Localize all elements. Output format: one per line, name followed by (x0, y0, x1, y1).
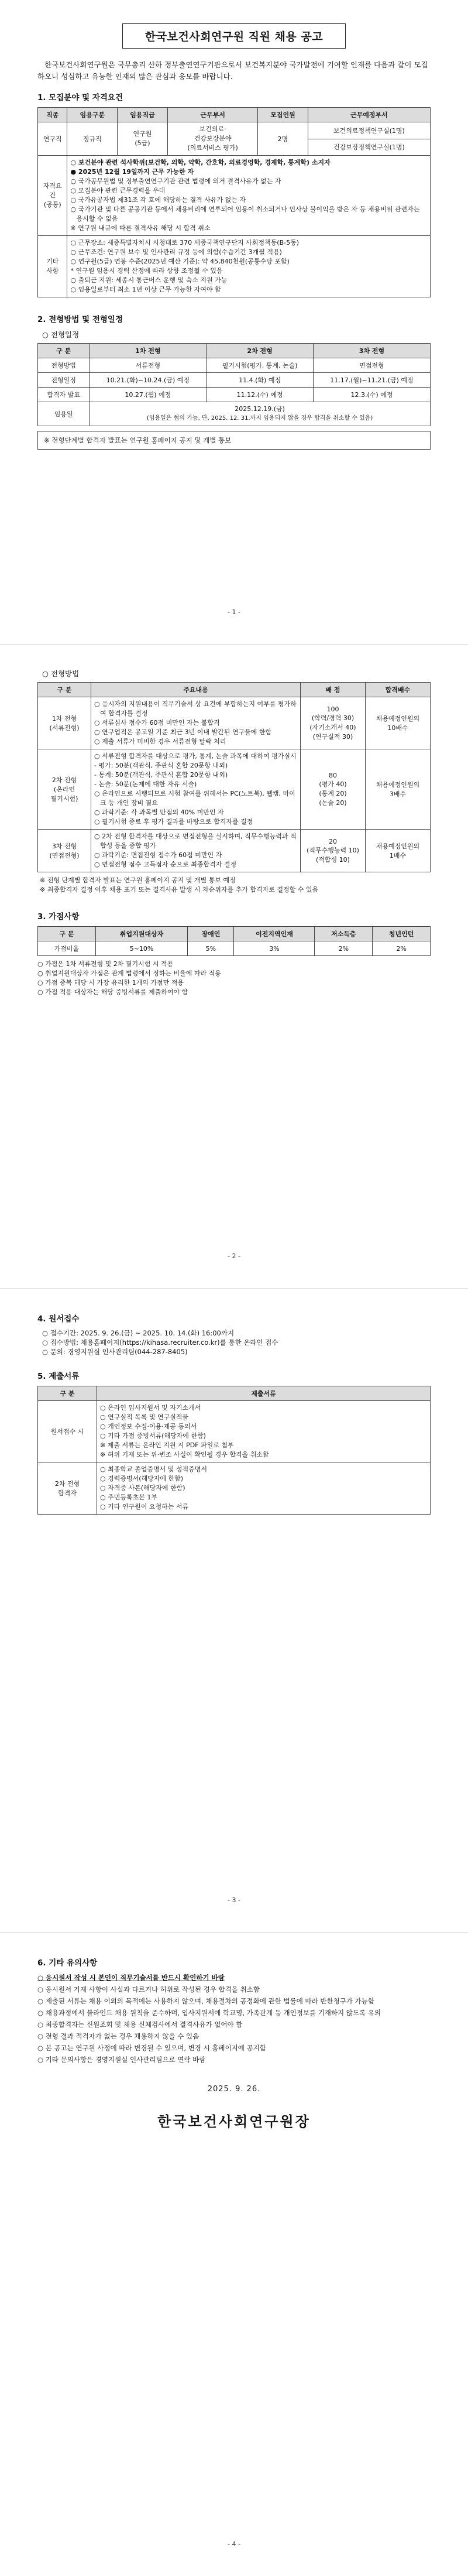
target-dept: 건강보장정책연구실(1명) (308, 139, 430, 156)
doc-item: ○ 경력증명서(해당자에 한함) (100, 1475, 184, 1482)
bonus-value: 2% (373, 941, 431, 956)
section-1-heading: 1. 모집분야 및 자격요건 (37, 93, 123, 102)
work-dept (167, 122, 257, 156)
method-notice: ※ 최종합격자 결정 이후 채용 포기 또는 결격사유 발생 시 차순위자를 추가 합격자로 결정할 수 있음 (40, 886, 319, 893)
bonus-notes (37, 960, 431, 997)
appoint-rank (117, 122, 167, 156)
notice-item: ○ 채용과정에서 블라인드 채용 원칙을 준수하며, 입사지원서에 학교명, 가족관계 등 개인정보를 기재하지 않도록 유의 (37, 2009, 381, 2017)
doc-item: ○ 개인정보 수집·이용·제공 동의서 (100, 1423, 197, 1430)
qual-item: ○ 국가공무원법 및 정부출연연구기관 관련 법령에 의거 결격사유가 없는 자 (70, 177, 281, 185)
recruit-header: 임용구분 (67, 108, 118, 122)
section-3-heading: 3. 가점사항 (37, 912, 80, 922)
method-ratio: 채용예정인원의 3배수 (366, 749, 431, 830)
docs-stage: 2차 전형 합격자 (38, 1462, 97, 1515)
apply-item: ○ 접수기간: 2025. 9. 26.(금) ~ 2025. 10. 14.(화) 16:00까지 (42, 1329, 235, 1337)
method-item: ○ 온라인으로 시행되므로 시험 참여를 위해서는 PC(노트북), 웹캠, 마이크 등 개인 장비 필요 (94, 790, 295, 807)
method-header: 구 분 (38, 683, 91, 697)
notes-list (37, 1972, 431, 2065)
method-item: - 평가: 50분(객관식, 주관식 혼합 20문항 내외) (94, 762, 228, 769)
docs1-list (100, 1403, 427, 1460)
recruit-header: 모집인원 (258, 108, 308, 122)
notice-item: ○ 응시원서 기재 사항이 사실과 다르거나 허위로 작성된 경우 합격을 취소함 (37, 1985, 260, 1993)
section-4-heading: 4. 원서접수 (37, 1314, 80, 1324)
qual-item: ※ 연구원 내규에 따른 결격사유 해당 시 합격 취소 (70, 224, 211, 232)
etc-label-line: 기타 (46, 258, 59, 265)
appoint-type: 정규직 (67, 122, 118, 156)
etc-content (67, 236, 431, 297)
apply-item: ○ 문의: 경영지원실 인사관리팀(044-287-8405) (42, 1348, 188, 1356)
method-header: 합격배수 (366, 683, 431, 697)
etc-item: ○ 임용일로부터 최소 1년 이상 근무 가능한 자여야 함 (70, 286, 221, 293)
docs-stage2-content (97, 1462, 431, 1515)
method-items (94, 700, 297, 746)
doc-item: ○ 온라인 입사지원서 및 자기소개서 (100, 1404, 201, 1412)
recruit-header: 근무부서 (167, 108, 257, 122)
schedule-cell: 서류전형 (90, 358, 207, 373)
doc-item: ※ 제출 서류는 온라인 지원 시 PDF 파일로 첨부 (100, 1441, 234, 1449)
method-row (38, 830, 431, 872)
recruit-header: 임용직급 (117, 108, 167, 122)
qual-item: ○ 국가기관 및 다른 공공기관 등에서 채용비리에 연루되어 임용이 취소되거나 인사상 불이익을 받은 자 등 채용비위 관련자는 응시할 수 없음 (70, 205, 420, 222)
rank-line: (5급) (135, 139, 150, 147)
dept-line: 건강보장분야 (194, 135, 232, 142)
schedule-subheading: ○ 전형일정 (42, 330, 80, 339)
recruit-count: 2명 (258, 122, 308, 156)
method-score: 100 (학력/경력 30) (자기소개서 40) (연구실적 30) (301, 697, 366, 749)
bonus-header: 장애인 (188, 927, 234, 941)
apply-list (42, 1328, 431, 1356)
bonus-note: ○ 취업지원대상자 가점은 관계 법령에서 정하는 비율에 따라 적용 (37, 970, 221, 977)
section-6-heading: 6. 기타 유의사항 (37, 1958, 98, 1968)
signer-name: 한국보건사회연구원장 (157, 2113, 311, 2130)
notice-item: ○ 전형 결과 적격자가 없는 경우 채용하지 않을 수 있음 (37, 2032, 199, 2040)
qual-label-line: 자격요건 (43, 182, 62, 199)
schedule-header: 1차 전형 (90, 344, 207, 358)
etc-label-line: 사항 (46, 267, 59, 275)
method-row (38, 697, 431, 749)
method-item: ○ 서류심사 점수가 60점 미만인 자는 불합격 (94, 719, 220, 727)
notice-item: ○ 본 공고는 연구원 사정에 따라 변경될 수 있으며, 변경 시 홈페이지에 공지함 (37, 2044, 266, 2052)
docs-header: 제출서류 (97, 1386, 431, 1401)
method-content (91, 697, 301, 749)
bonus-label: 가점비율 (38, 941, 96, 956)
page-number: - 2 - (228, 1252, 240, 1260)
etc-item: * 연구원 임용시 경력 산정에 따라 상향 조정될 수 있음 (70, 267, 223, 275)
etc-item: ○ 출퇴근 지원: 세종시 통근버스 운행 및 숙소 지원 가능 (70, 276, 228, 284)
schedule-cell: 10.21.(화)~10.24.(금) 예정 (90, 373, 207, 388)
method-ratio: 채용예정인원의 10배수 (366, 697, 431, 749)
method-item: - 통계: 50분(객관식, 주관식 혼합 20문항 내외) (94, 771, 228, 779)
method-item: ○ 2차 전형 합격자를 대상으로 면접전형을 실시하며, 직무수행능력과 적합성 등을 종합 평가 (94, 833, 297, 849)
job-type: 연구직 (38, 122, 67, 156)
bonus-value: 3% (234, 941, 315, 956)
etc-item: ○ 연구원(5급) 연봉 수준(2025년 예산 기준): 약 45,840천원(공통수당 포함) (70, 258, 290, 265)
apply-item: ○ 접수방법: 채용홈페이지(https://kihasa.recruiter.co.kr)를 통한 온라인 접수 (42, 1338, 278, 1347)
doc-item: ○ 최종학교 졸업증명서 및 성적증명서 (100, 1465, 207, 1473)
qual-item: ○ 국가유공자법 제31조 각 호에 해당하는 결격 사유가 없는 자 (70, 196, 246, 204)
doc-item: ○ 기타 가점 증빙서류(해당자에 한함) (100, 1432, 206, 1440)
docs-stage1-content (97, 1401, 431, 1462)
appoint-label: 임용일 (38, 402, 90, 426)
etc-item: ○ 근무조건: 연구원 보수 및 인사관리 규정 등에 의함(수습기간 3개월 적용) (70, 248, 282, 256)
page-title: 한국보건사회연구원 직원 채용 공고 (122, 23, 346, 49)
recruit-table (37, 107, 431, 297)
method-table (37, 682, 431, 872)
schedule-table (37, 343, 431, 426)
method-item: ○ 필기시험 종료 후 평가 결과를 바탕으로 합격자를 결정 (94, 818, 253, 825)
doc-item: ○ 자격증 사본(해당자에 한함) (100, 1484, 185, 1492)
rank-line: 연구원 (133, 130, 152, 138)
method-item: ○ 면접전형 점수 고득점자 순으로 최종합격자 결정 (94, 861, 237, 868)
method-item: ○ 연구업적은 공고일 기준 최근 3년 이내 발간된 연구물에 한함 (94, 728, 272, 736)
method-ratio: 채용예정인원의 1배수 (366, 830, 431, 872)
qual-label-line: (공통) (43, 201, 61, 208)
dept-line: (의료서비스 평가) (187, 144, 238, 152)
schedule-cell: 합격자 발표 (38, 388, 90, 402)
etc-item: ○ 근무장소: 세종특별자치시 시청대로 370 세종국책연구단지 사회정책동(B-5동) (70, 239, 300, 246)
schedule-header: 2차 전형 (207, 344, 313, 358)
schedule-cell: 전형방법 (38, 358, 90, 373)
method-items (94, 752, 297, 827)
method-item: ○ 제출 서류가 미비한 경우 서류전형 탈락 처리 (94, 738, 226, 745)
method-stage: 1차 전형 (서류전형) (38, 697, 91, 749)
schedule-cell: 10.27.(월) 예정 (90, 388, 207, 402)
schedule-cell: 필기시험(평가, 통계, 논술) (207, 358, 313, 373)
schedule-cell: 전형일정 (38, 373, 90, 388)
method-score: 20 (직무수행능력 10) (적합성 10) (301, 830, 366, 872)
dept-line: 보건의료· (199, 125, 226, 133)
announce-date: 2025. 9. 26. (207, 2085, 261, 2094)
target-dept: 보건의료정책연구실(1명) (308, 122, 430, 139)
page-number: - 4 - (228, 2540, 240, 2548)
method-header: 배 점 (301, 683, 366, 697)
page-2 (0, 644, 468, 1288)
doc-item: ○ 기타 연구원이 요청하는 서류 (100, 1503, 189, 1510)
bonus-header: 취업지원대상자 (95, 927, 188, 941)
appoint-note: (임용일은 협의 가능, 단, 2025. 12. 31.까지 임용되지 않을 경우 합격을 취소할 수 있음) (146, 415, 373, 422)
method-header: 주요내용 (91, 683, 301, 697)
schedule-cell: 면접전형 (313, 358, 430, 373)
etc-label (38, 236, 67, 297)
method-item: ○ 과락기준: 각 과목별 만점의 40% 미만인 자 (94, 809, 224, 816)
bonus-header: 청년인턴 (373, 927, 431, 941)
qual-item: ● 2025년 12월 19일까지 근무 가능한 자 (70, 168, 194, 176)
notice-item: ○ 제출된 서류는 채용 이외의 목적에는 사용하지 않으며, 채용절차의 공정화에 관한 법률에 따라 반환청구가 가능함 (37, 1997, 374, 2005)
bonus-header: 저소득층 (315, 927, 373, 941)
schedule-header: 3차 전형 (313, 344, 430, 358)
bonus-note: ○ 가점 적용 대상자는 해당 증빙서류를 제출하여야 함 (37, 988, 188, 996)
section-2-heading: 2. 전형방법 및 전형일정 (37, 315, 123, 324)
qual-item: ○ 보건분야 관련 석사학위(보건학, 의학, 약학, 간호학, 의료경영학, 경제학, 통계학) 소지자 (70, 159, 331, 166)
recruit-header: 직종 (38, 108, 67, 122)
qual-content (67, 156, 431, 236)
qual-item: ○ 모집분야 관련 근무경력을 우대 (70, 187, 166, 194)
qual-label (38, 156, 67, 236)
method-subheading: ○ 전형방법 (42, 669, 80, 678)
method-score: 80 (평가 40) (통계 20) (논술 20) (301, 749, 366, 830)
doc-item: ○ 주민등록초본 1부 (100, 1493, 157, 1501)
schedule-header: 구 분 (38, 344, 90, 358)
page-1 (0, 0, 468, 644)
intro-text: 한국보건사회연구원은 국무총리 산하 정부출연연구기관으로서 보건복지분야 국가발전에 기여할 인재를 다음과 같이 모집하오니 성심하고 유능한 인재의 많은 관심과 응모를 바랍니다. (37, 60, 428, 81)
notice-item: ○ 응시원서 작성 시 본인이 직무기술서를 반드시 확인하기 바람 (37, 1974, 225, 1982)
bonus-value: 5~10% (95, 941, 188, 956)
notice-item: ○ 최종합격자는 신원조회 및 채용 신체검사에서 결격사유가 없어야 함 (37, 2020, 243, 2029)
method-item: ○ 서류전형 합격자를 대상으로 평가, 통계, 논술 과목에 대하여 평가실시 (94, 752, 297, 760)
method-item: ○ 응시자의 지원내용이 직무기술서 상 요건에 부합하는지 여부를 평가하여 합격자를 결정 (94, 700, 297, 717)
docs2-list (100, 1465, 427, 1512)
docs-header: 구 분 (38, 1386, 97, 1401)
bonus-note: ○ 가점 중복 해당 시 가장 유리한 1개의 가점만 적용 (37, 979, 184, 986)
page-number: - 3 - (228, 1896, 240, 1904)
method-row (38, 749, 431, 830)
doc-item: ○ 연구실적 목록 및 연구실적물 (100, 1413, 189, 1421)
page-number: - 1 - (228, 608, 240, 616)
section-5-heading: 5. 제출서류 (37, 1372, 80, 1381)
doc-item: ※ 허위 기재 또는 위·변조 사실이 확인될 경우 합격을 취소함 (100, 1451, 269, 1458)
method-content (91, 830, 301, 872)
method-stage: 2차 전형 (온라인 필기시험) (38, 749, 91, 830)
bonus-value: 2% (315, 941, 373, 956)
method-items (94, 832, 297, 869)
etc-list (70, 238, 427, 294)
bonus-table (37, 926, 431, 956)
bonus-header: 이전지역인재 (234, 927, 315, 941)
schedule-cell: 11.12.(수) 예정 (207, 388, 313, 402)
recruit-header: 근무예정부서 (308, 108, 430, 122)
method-item: ○ 과락기준: 면접전형 점수가 60점 미만인 자 (94, 851, 222, 859)
bonus-note: ○ 가점은 1차 서류전형 및 2차 필기시험 시 적용 (37, 960, 174, 968)
page-4 (0, 1932, 468, 2576)
schedule-cell: 11.4.(화) 예정 (207, 373, 313, 388)
page-3 (0, 1288, 468, 1932)
appoint-date: 2025.12.19.(금) (235, 405, 285, 413)
schedule-cell: 11.17.(월)~11.21.(금) 예정 (313, 373, 430, 388)
schedule-notice: ※ 전형단계별 합격자 발표는 연구원 홈페이지 공지 및 개별 통보 (37, 431, 431, 450)
method-notice: ※ 전형 단계별 합격자 발표는 연구원 홈페이지 공지 및 개별 통보 예정 (40, 876, 236, 884)
schedule-cell: 12.3.(수) 예정 (313, 388, 430, 402)
qual-list (70, 158, 427, 233)
docs-stage: 원서접수 시 (38, 1401, 97, 1462)
appoint-date-cell (90, 402, 431, 426)
method-item: - 논술: 50분(논제에 대한 자유 서술) (94, 780, 197, 788)
docs-table (37, 1386, 431, 1515)
notice-item: ○ 기타 문의사항은 경영지원실 인사관리팀으로 연락 바람 (37, 2056, 206, 2064)
method-stage: 3차 전형 (면접전형) (38, 830, 91, 872)
method-content (91, 749, 301, 830)
bonus-value: 5% (188, 941, 234, 956)
bonus-header: 구 분 (38, 927, 96, 941)
